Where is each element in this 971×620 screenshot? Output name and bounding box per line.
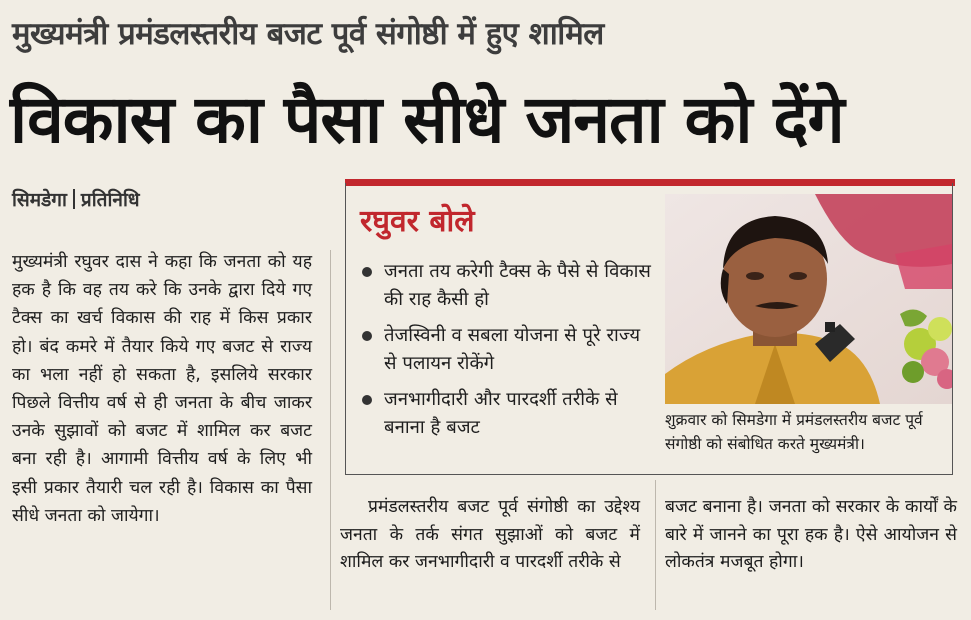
photo-caption: शुक्रवार को सिमडेगा में प्रमंडलस्तरीय बजट पूर्व संगोष्ठी को संबोधित करते मुख्यमंत्री। xyxy=(665,411,923,453)
sidebar-title: रघुवर बोले xyxy=(360,204,475,239)
dateline xyxy=(12,186,140,212)
dateline-place: सिमडेगा xyxy=(12,189,67,211)
sidebar-point xyxy=(358,322,658,378)
column-2-text: प्रमंडलस्तरीय बजट पूर्व संगोष्ठी का उद्देश्य जनता के तर्क संगत सुझाओं को बजट में शामिल कर जनभागीदारी व पारदर्शी तरीके से xyxy=(340,497,640,572)
article-body-column-3: बजट बनाना है। जनता को सरकार के कार्यों के बारे में जानने का पूरा हक है। ऐसे आयोजन से लोकतंत्र मजबूत होगा। xyxy=(665,497,957,572)
article-kicker: मुख्यमंत्री प्रमंडलस्तरीय बजट पूर्व संगोष्ठी में हुए शामिल xyxy=(12,16,604,52)
sidebar-point-text: जनता तय करेगी टैक्स के पैसे से विकास की राह कैसी हो xyxy=(384,261,651,310)
sidebar-point xyxy=(358,386,658,442)
bullet-icon xyxy=(362,331,372,341)
news-photo xyxy=(665,194,952,404)
speaker-photo-illustration xyxy=(665,194,952,404)
dateline-source: प्रतिनिधि xyxy=(80,189,140,211)
column-divider xyxy=(655,480,656,610)
sidebar-points xyxy=(358,258,658,450)
bullet-icon xyxy=(362,395,372,405)
sidebar-point-text: जनभागीदारी और पारदर्शी तरीके से बनाना है बजट xyxy=(384,389,618,438)
column-divider xyxy=(330,250,331,610)
sidebar-point-text: तेजस्विनी व सबला योजना से पूरे राज्य से पलायन रोकेंगे xyxy=(384,325,641,374)
sidebar-point xyxy=(358,258,658,314)
dateline-separator xyxy=(73,189,75,209)
article-body-column-2 xyxy=(340,494,640,577)
article-headline: विकास का पैसा सीधे जनता को देंगे xyxy=(10,81,844,158)
article-body-column-1: मुख्यमंत्री रघुवर दास ने कहा कि जनता को यह हक है कि वह तय करे कि उनके द्वारा दिये गए टैक्स का खर्च विकास की राह में किस प्रकार हो। बंद कमरे में तैयार किये गए बजट से राज्य का भला नहीं हो सकता है, इसलिये सरकार पिछले वित्तीय वर्ष से ही जनता के बीच जाकर उनके सुझावों को बजट में शामिल कर बजट बना रही है। आगामी वित्तीय वर्ष के लिए भी इसी प्रकार तैयारी चल रही है। विकास का पैसा सीधे जनता को जायेगा। xyxy=(12,252,312,526)
bullet-icon xyxy=(362,267,372,277)
